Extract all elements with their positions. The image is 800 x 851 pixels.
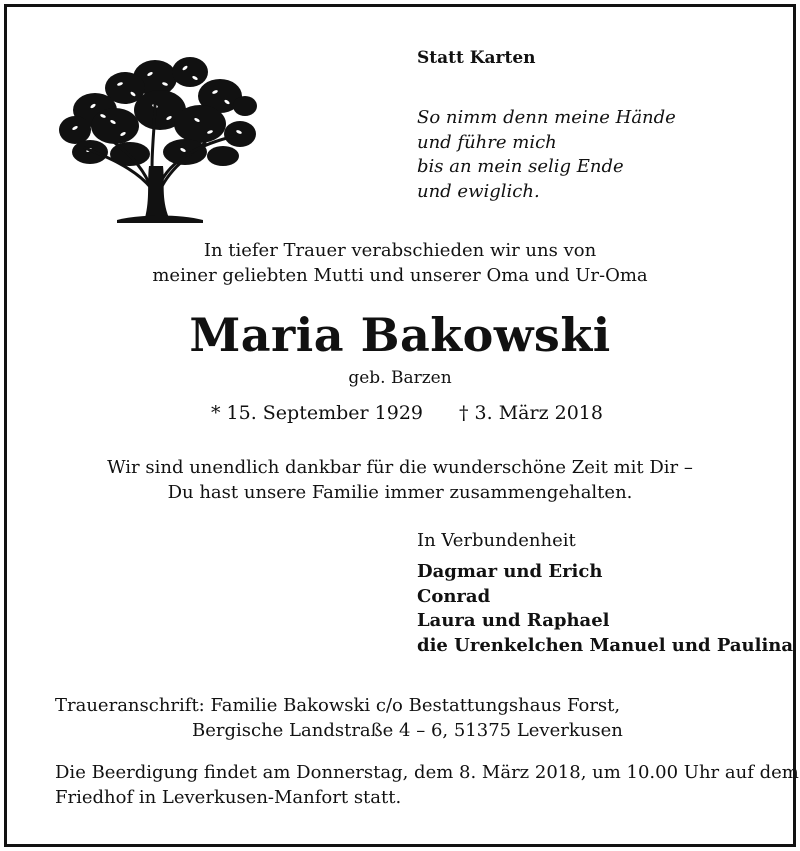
intro-line: In tiefer Trauer verabschieden wir uns von <box>203 240 597 261</box>
mourner-name: die Urenkelchen Manuel und Paulina <box>417 634 794 656</box>
poem-line: bis an mein selig Ende <box>417 156 624 177</box>
poem-line: und führe mich <box>417 131 557 153</box>
mourning-address <box>55 693 623 743</box>
gratitude-line: Du hast unsere Familie immer zusammengehalten. <box>167 482 633 503</box>
mourner-name: Dagmar und Erich <box>417 561 603 582</box>
mourners-list <box>417 560 793 658</box>
statt-karten-heading: Statt Karten <box>417 48 536 68</box>
funeral-info <box>55 760 799 810</box>
mourner-name: Laura und Raphael <box>417 610 610 631</box>
deceased-name: Maria Bakowski <box>189 308 611 362</box>
gratitude-line: Wir sind unendlich dankbar für die wunderschöne Zeit mit Dir – <box>107 457 693 478</box>
gratitude-text <box>0 455 800 505</box>
poem <box>417 106 676 204</box>
tree-icon <box>55 48 260 226</box>
address-line: Bergische Landstraße 4 – 6, 51375 Leverkusen <box>192 720 623 741</box>
mourner-name: Conrad <box>417 585 491 607</box>
birth-date: * 15. September 1929 <box>211 402 423 424</box>
maiden-name: geb. Barzen <box>348 368 452 388</box>
poem-line: und ewiglich. <box>417 180 540 202</box>
intro-text <box>0 238 800 288</box>
address-line: Traueranschrift: Familie Bakowski c/o Bestattungshaus Forst, <box>55 695 621 716</box>
poem-line: So nimm denn meine Hände <box>417 107 676 128</box>
signoff-label: In Verbundenheit <box>417 530 576 551</box>
intro-line: meiner geliebten Mutti und unserer Oma und Ur-Oma <box>152 265 648 286</box>
death-date: † 3. März 2018 <box>459 402 603 424</box>
funeral-line: Friedhof in Leverkusen-Manfort statt. <box>55 787 402 808</box>
funeral-line: Die Beerdigung findet am Donnerstag, dem 8. März 2018, um 10.00 Uhr auf dem <box>55 762 799 783</box>
